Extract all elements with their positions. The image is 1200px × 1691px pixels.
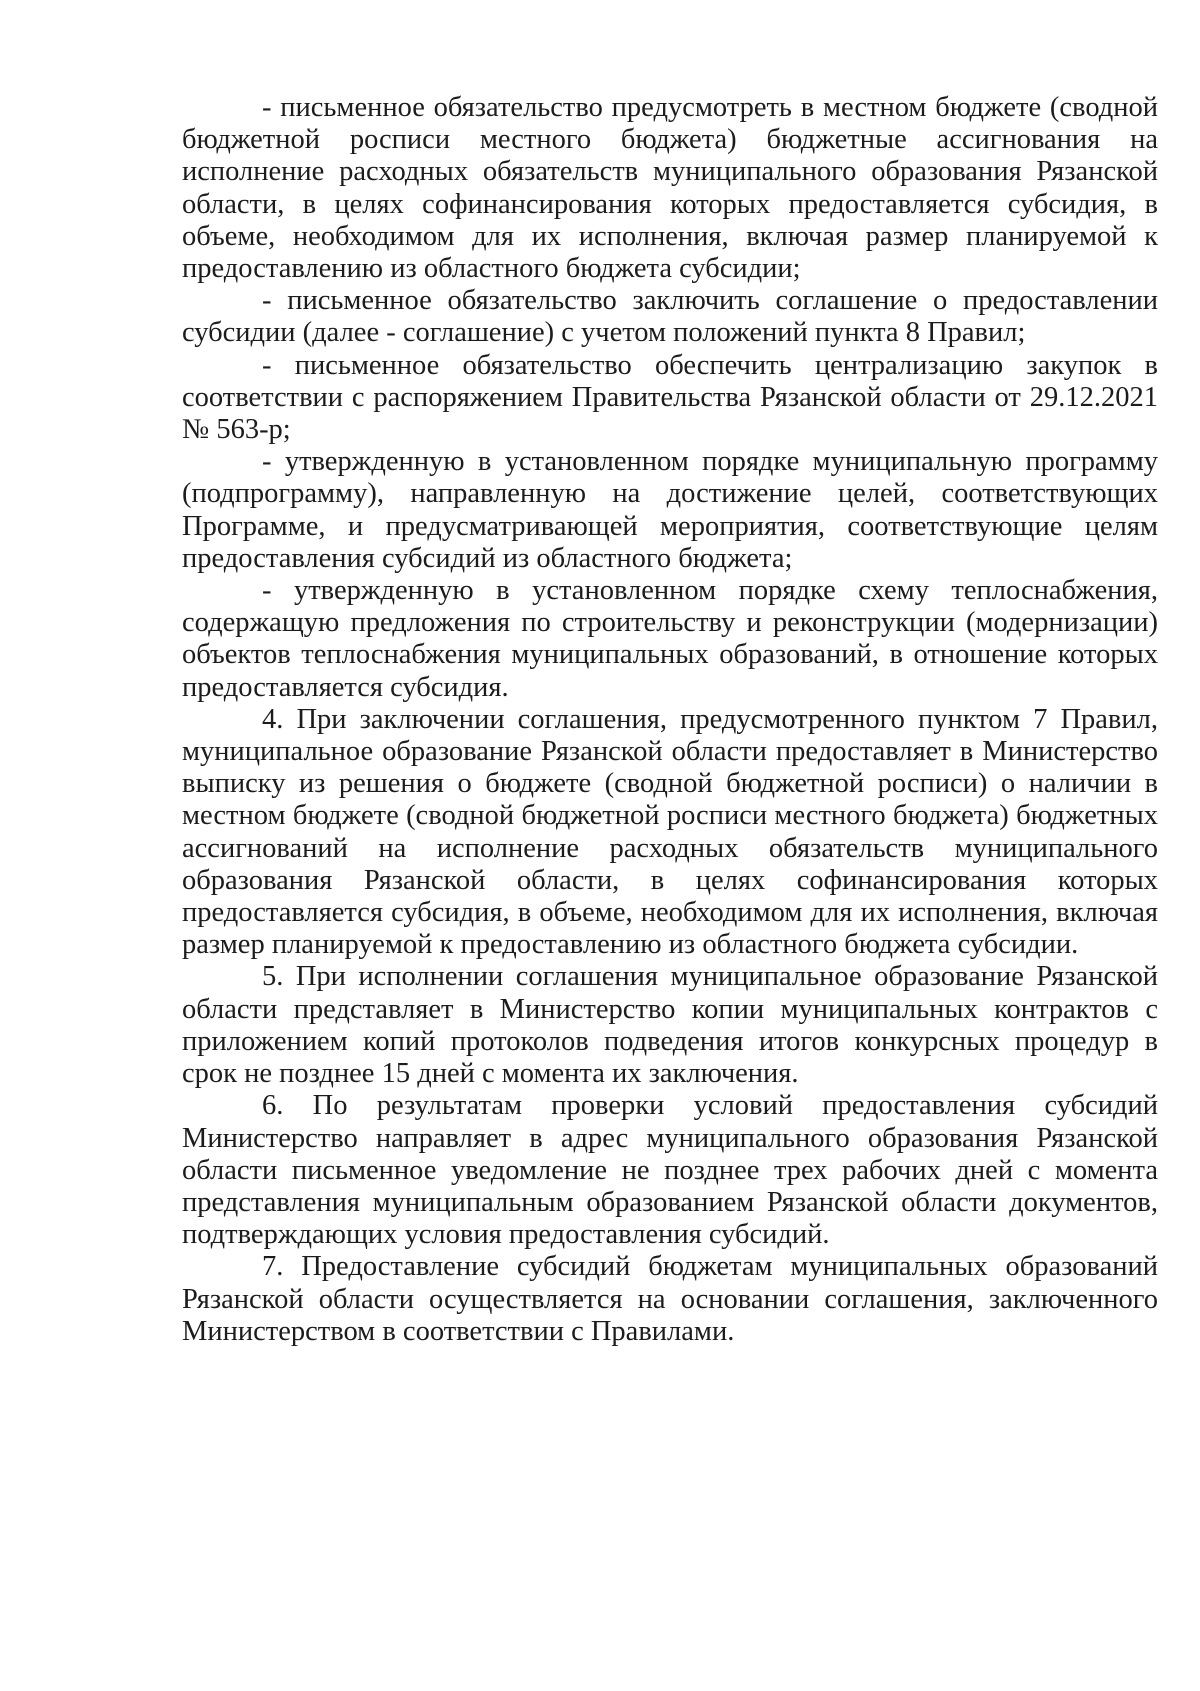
paragraph-item-6: 6. По результатам проверки условий предоставления субсидий Министерство направляет в адрес муниципального образования Рязанской области письменное уведомление не позднее трех рабочих дней с момента представления муниципальным образованием Рязанской области документов, подтверждающих условия предоставления субсидий. <box>182 1090 1158 1251</box>
paragraph-item-4: 4. При заключении соглашения, предусмотренного пунктом 7 Правил, муниципальное образование Рязанской области предоставляет в Министерство выписку из решения о бюджете (сводной бюджетной росписи) о наличии в местном бюджете (сводной бюджетной росписи местного бюджета) бюджетных ассигнований на исполнение расходных обязательств муниципального образования Рязанской области, в целях софинансирования которых предоставляется субсидия, в объеме, необходимом для их исполнения, включая размер планируемой к предоставлению из областного бюджета субсидии. <box>182 703 1158 961</box>
paragraph-item-7: 7. Предоставление субсидий бюджетам муниципальных образований Рязанской области осуществляется на основании соглашения, заключенного Министерством в соответствии с Правилами. <box>182 1251 1158 1347</box>
paragraph-obligation-agreement: - письменное обязательство заключить соглашение о предоставлении субсидии (далее - соглашение) с учетом положений пункта 8 Правил; <box>182 285 1158 349</box>
document-body <box>182 92 1158 1348</box>
paragraph-item-5: 5. При исполнении соглашения муниципальное образование Рязанской области представляет в Министерство копии муниципальных контрактов с приложением копий протоколов подведения итогов конкурсных процедур в срок не позднее 15 дней с момента их заключения. <box>182 961 1158 1090</box>
paragraph-obligation-procurement: - письменное обязательство обеспечить централизацию закупок в соответствии с распоряжением Правительства Рязанской области от 29.12.2021 № 563-р; <box>182 349 1158 446</box>
paragraph-obligation-budget: - письменное обязательство предусмотреть в местном бюджете (сводной бюджетной росписи местного бюджета) бюджетные ассигнования на исполнение расходных обязательств муниципального образования Рязанской области, в целях софинансирования которых предоставляется субсидия, в объеме, необходимом для их исполнения, включая размер планируемой к предоставлению из областного бюджета субсидии; <box>182 92 1158 285</box>
paragraph-municipal-program: - утвержденную в установленном порядке муниципальную программу (подпрограмму), направленную на достижение целей, соответствующих Программе, и предусматривающей мероприятия, соответствующие целям предоставления субсидий из областного бюджета; <box>182 446 1158 574</box>
paragraph-heat-supply-scheme: - утвержденную в установленном порядке схему теплоснабжения, содержащую предложения по строительству и реконструкции (модернизации) объектов теплоснабжения муниципальных образований, в отношение которых предоставляется субсидия. <box>182 575 1158 703</box>
